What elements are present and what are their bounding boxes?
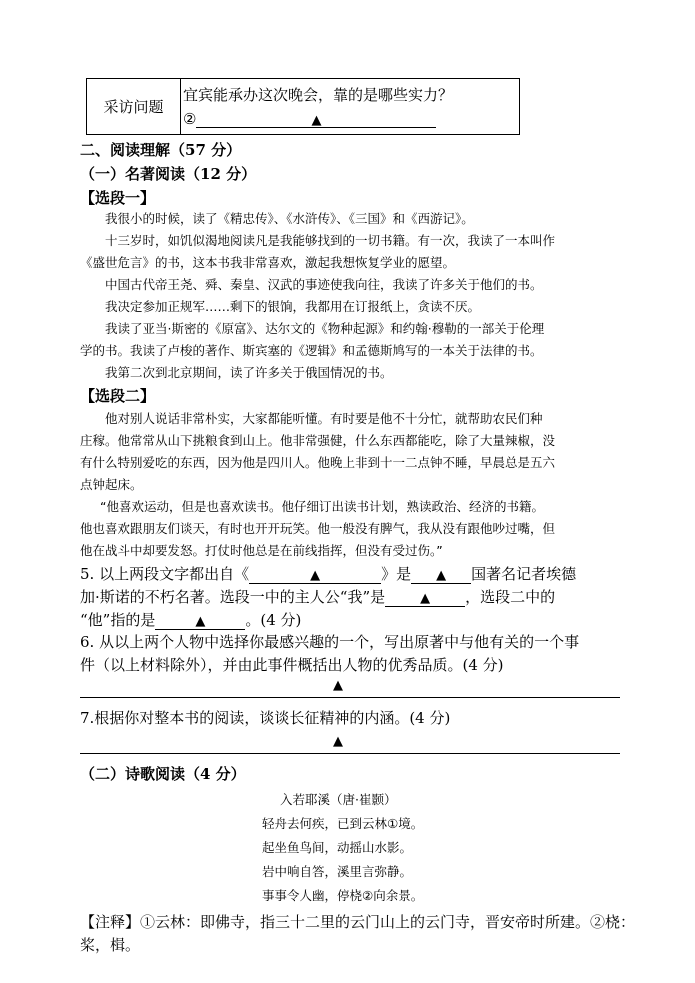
excerpt-2-line: 他对别人说话非常朴实，大家都能听懂。有时要是他不十分忙，就帮助农民们种 <box>105 411 543 426</box>
q5-blank-he[interactable] <box>155 611 245 630</box>
poem-line: 起坐鱼鸟间，动摇山水影。 <box>262 840 413 855</box>
answer-marker: ② <box>183 109 197 128</box>
question-6-line-2: 件（以上材料除外），并由此事件概括出人物的优秀品质。(4 分) <box>80 656 504 674</box>
excerpt-1-line: 学的书。我读了卢梭的著作、斯宾塞的《逻辑》和孟德斯鸠写的一本关于法律的书。 <box>80 343 543 358</box>
poem-title: 入若耶溪（唐·崔颢） <box>280 792 397 807</box>
q5-blank-book-title[interactable] <box>249 565 381 584</box>
excerpt-1-line: 十三岁时，如饥似渴地阅读凡是我能够找到的一切书籍。有一次，我读了一本叫作 <box>105 233 556 248</box>
blank-marker: ▲ <box>420 591 431 606</box>
blank-marker: ▲ <box>310 568 321 583</box>
subsection-2-title: （二）诗歌阅读（4 分） <box>80 765 246 783</box>
excerpt-1-line: 中国古代帝王尧、舜、秦皇、汉武的事迹使我向往，我读了许多关于他们的书。 <box>105 277 543 292</box>
notes-line-1: 【注释】①云林：即佛寺，指三十二里的云门山上的云门寺，晋安帝时所建。②桡： <box>80 913 636 931</box>
excerpt-1-line: 我决定参加正规军……剩下的银饷，我都用在订报纸上，贪读不厌。 <box>105 299 481 314</box>
excerpt-2-line: 有什么特别爱吃的东西，因为他是四川人。他晚上非到十一二点钟不睡，早晨总是五六 <box>80 455 556 470</box>
q7-answer-line[interactable] <box>80 753 620 754</box>
section-2-title: 二、阅读理解（57 分） <box>80 141 242 159</box>
excerpt-2-line: “他喜欢运动，但是也喜欢读书。他仔细订出读书计划，熟读政治、经济的书籍。 <box>100 499 544 514</box>
table-question-cell <box>181 79 520 135</box>
excerpt-2-label: 【选段二】 <box>80 387 156 405</box>
poem-line: 岩中响自答，溪里言弥静。 <box>262 864 413 879</box>
excerpt-1-line: 我第二次到北京期间，读了许多关于俄国情况的书。 <box>105 365 393 380</box>
q6-answer-marker: ▲ <box>333 678 343 693</box>
q5-blank-country[interactable] <box>411 565 471 584</box>
question-5-line-3 <box>80 609 301 630</box>
excerpt-2-line: 他也喜欢跟朋友们谈天，有时也开开玩笑。他一般没有脾气，我从没有跟他吵过嘴，但 <box>80 521 556 536</box>
question-5-line-1 <box>80 563 576 584</box>
table-header-cell <box>87 79 181 135</box>
q5-text: ，选段二中的 <box>465 588 556 606</box>
interview-answer-line <box>183 107 519 131</box>
q5-text: 加·斯诺的不朽名著。选段一中的主人公“我”是 <box>80 588 386 606</box>
question-6-line-1: 6. 从以上两个人物中选择你最感兴趣的一个，写出原著中与他有关的一个事 <box>80 633 580 651</box>
blank-marker: ▲ <box>436 568 447 583</box>
q5-text: 5. 以上两段文字都出自《 <box>80 565 250 583</box>
excerpt-2-line: 他在战斗中却要发怒。打仗时他总是在前线指挥，但没有受过伤。” <box>80 543 443 558</box>
blank-marker: ▲ <box>195 614 206 629</box>
q7-answer-marker: ▲ <box>333 734 343 749</box>
excerpt-1-line: 我很小的时候，读了《精忠传》、《水浒传》、《三国》和《西游记》。 <box>105 211 474 226</box>
q5-text: “他”指的是 <box>80 611 156 629</box>
question-5-line-2 <box>80 586 555 607</box>
poem-line: 事事令人幽，停桡②向余景。 <box>262 888 424 903</box>
question-7: 7.根据你对整本书的阅读，谈谈长征精神的内涵。(4 分) <box>80 709 451 727</box>
notes-line-2: 桨，楫。 <box>80 936 141 954</box>
excerpt-1-line: 我读了亚当·斯密的《原富》、达尔文的《物种起源》和约翰·穆勒的一部关于伦理 <box>105 321 545 336</box>
q5-blank-protagonist[interactable] <box>385 588 465 607</box>
excerpt-2-line: 点钟起床。 <box>80 477 143 492</box>
poem-line: 轻舟去何疾，已到云林①境。 <box>262 816 424 831</box>
answer-blank-marker: ▲ <box>311 112 322 128</box>
interview-question: 宜宾能承办这次晚会，靠的是哪些实力？ <box>183 85 454 104</box>
subsection-1-title: （一）名著阅读（12 分） <box>80 165 257 183</box>
q5-text: 》是 <box>381 565 412 583</box>
excerpt-2-line: 庄稼。他常常从山下挑粮食到山上。他非常强健，什么东西都能吃，除了大量辣椒，没 <box>80 433 556 448</box>
interview-table <box>86 78 520 135</box>
q5-text: 国著名记者埃德 <box>471 565 577 583</box>
answer-blank-2[interactable] <box>196 107 436 128</box>
excerpt-1-label: 【选段一】 <box>80 189 156 207</box>
q6-answer-line[interactable] <box>80 697 620 698</box>
table-header-label: 采访问题 <box>103 98 164 116</box>
q5-text: 。(4 分) <box>245 611 302 629</box>
excerpt-1-line: 《盛世危言》的书，这本书我非常喜欢，激起我想恢复学业的愿望。 <box>80 255 456 270</box>
